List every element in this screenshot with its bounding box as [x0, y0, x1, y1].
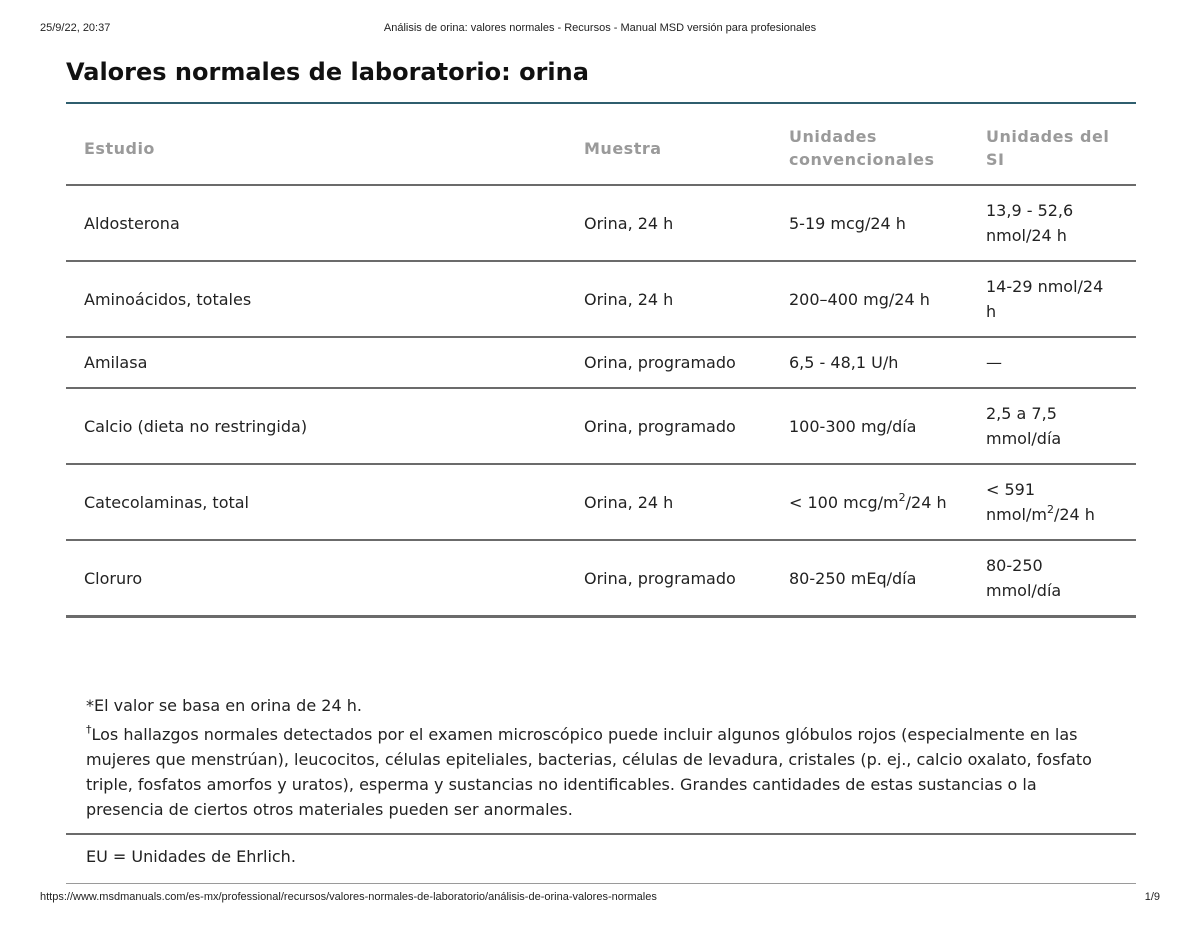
cell-conventional: 6,5 - 48,1 U/h [789, 353, 899, 372]
cell-conventional [771, 464, 968, 540]
cell-si: — [986, 353, 1002, 372]
footnote-24h: *El valor se basa en orina de 24 h. [86, 696, 362, 715]
cell-study: Cloruro [84, 568, 143, 588]
cell-sample: Orina, 24 h [584, 492, 674, 512]
table-header-row [66, 112, 1136, 185]
lab-values-table [66, 112, 1136, 618]
conventional-value-text: < 100 mcg/m [789, 492, 899, 512]
header-conventional-units: Unidades convencionales [789, 127, 935, 169]
footnotes [86, 693, 1116, 822]
table-row [66, 540, 1136, 617]
print-date: 25/9/22, 20:37 [40, 22, 111, 34]
cell-study: Catecolaminas, total [84, 492, 249, 512]
cell-si: 13,9 - 52,6 nmol/24 h [986, 201, 1074, 245]
page-url: https://www.msdmanuals.com/es-mx/professional/recursos/valores-normales-de-laboratorio/análisis-de-orina-valores-normales [40, 891, 657, 903]
dagger-mark: † [86, 723, 92, 736]
si-value-text: < 591 nmol/m [986, 480, 1047, 524]
cell-study: Amilasa [84, 353, 148, 372]
cell-conventional: 200–400 mg/24 h [789, 289, 930, 309]
table-row [66, 337, 1136, 388]
footnote-eu: EU = Unidades de Ehrlich. [86, 847, 296, 866]
print-header [40, 22, 1160, 38]
page-title: Valores normales de laboratorio: orina [66, 58, 589, 86]
superscript: 2 [1046, 503, 1054, 516]
superscript: 2 [898, 490, 906, 504]
header-study: Estudio [84, 138, 155, 158]
header-sample: Muestra [584, 138, 662, 158]
cell-si: 2,5 a 7,5 mmol/día [986, 404, 1062, 448]
conventional-value-suffix: /24 h [905, 492, 947, 512]
cell-si [968, 464, 1136, 540]
cell-si: 80-250 mmol/día [986, 556, 1062, 600]
cell-conventional: 80-250 mEq/día [789, 568, 917, 588]
si-value-suffix: /24 h [1053, 505, 1095, 524]
print-document-title: Análisis de orina: valores normales - Recursos - Manual MSD versión para profesionales [383, 22, 817, 34]
cell-study: Aldosterona [84, 213, 180, 233]
table-row [66, 388, 1136, 464]
table-row [66, 261, 1136, 337]
table-row [66, 185, 1136, 261]
cell-conventional: 5-19 mcg/24 h [789, 213, 906, 233]
footnote-microscopic-text: Los hallazgos normales detectados por el examen microscópico puede incluir algunos glóbulos rojos (especialmente en las mujeres que menstrúan), leucocitos, células epiteliales, bacterias, células de levadura, cristales (p. ej., calcio oxalato, fosfato triple, fosfatos amorfos y uratos), esperma y sustancias no identificables. Grandes cantidades de estas sustancias o la presencia de ciertos otros materiales pueden ser anormales. [86, 725, 1092, 819]
cell-sample: Orina, programado [584, 416, 736, 436]
cell-conventional: 100-300 mg/día [789, 416, 917, 436]
cell-sample: Orina, programado [584, 353, 736, 372]
cell-sample: Orina, 24 h [584, 213, 674, 233]
cell-study: Aminoácidos, totales [84, 289, 252, 309]
cell-sample: Orina, programado [584, 568, 736, 588]
cell-study: Calcio (dieta no restringida) [84, 416, 308, 436]
footer-divider [66, 883, 1136, 884]
header-si-units: Unidades del SI [986, 127, 1110, 169]
cell-si: 14-29 nmol/24 h [986, 277, 1104, 321]
page-number: 1/9 [1144, 891, 1160, 903]
table-row [66, 464, 1136, 540]
title-divider [66, 102, 1136, 104]
footnote-divider [66, 833, 1136, 835]
footnote-microscopic [86, 722, 1116, 822]
cell-sample: Orina, 24 h [584, 289, 674, 309]
